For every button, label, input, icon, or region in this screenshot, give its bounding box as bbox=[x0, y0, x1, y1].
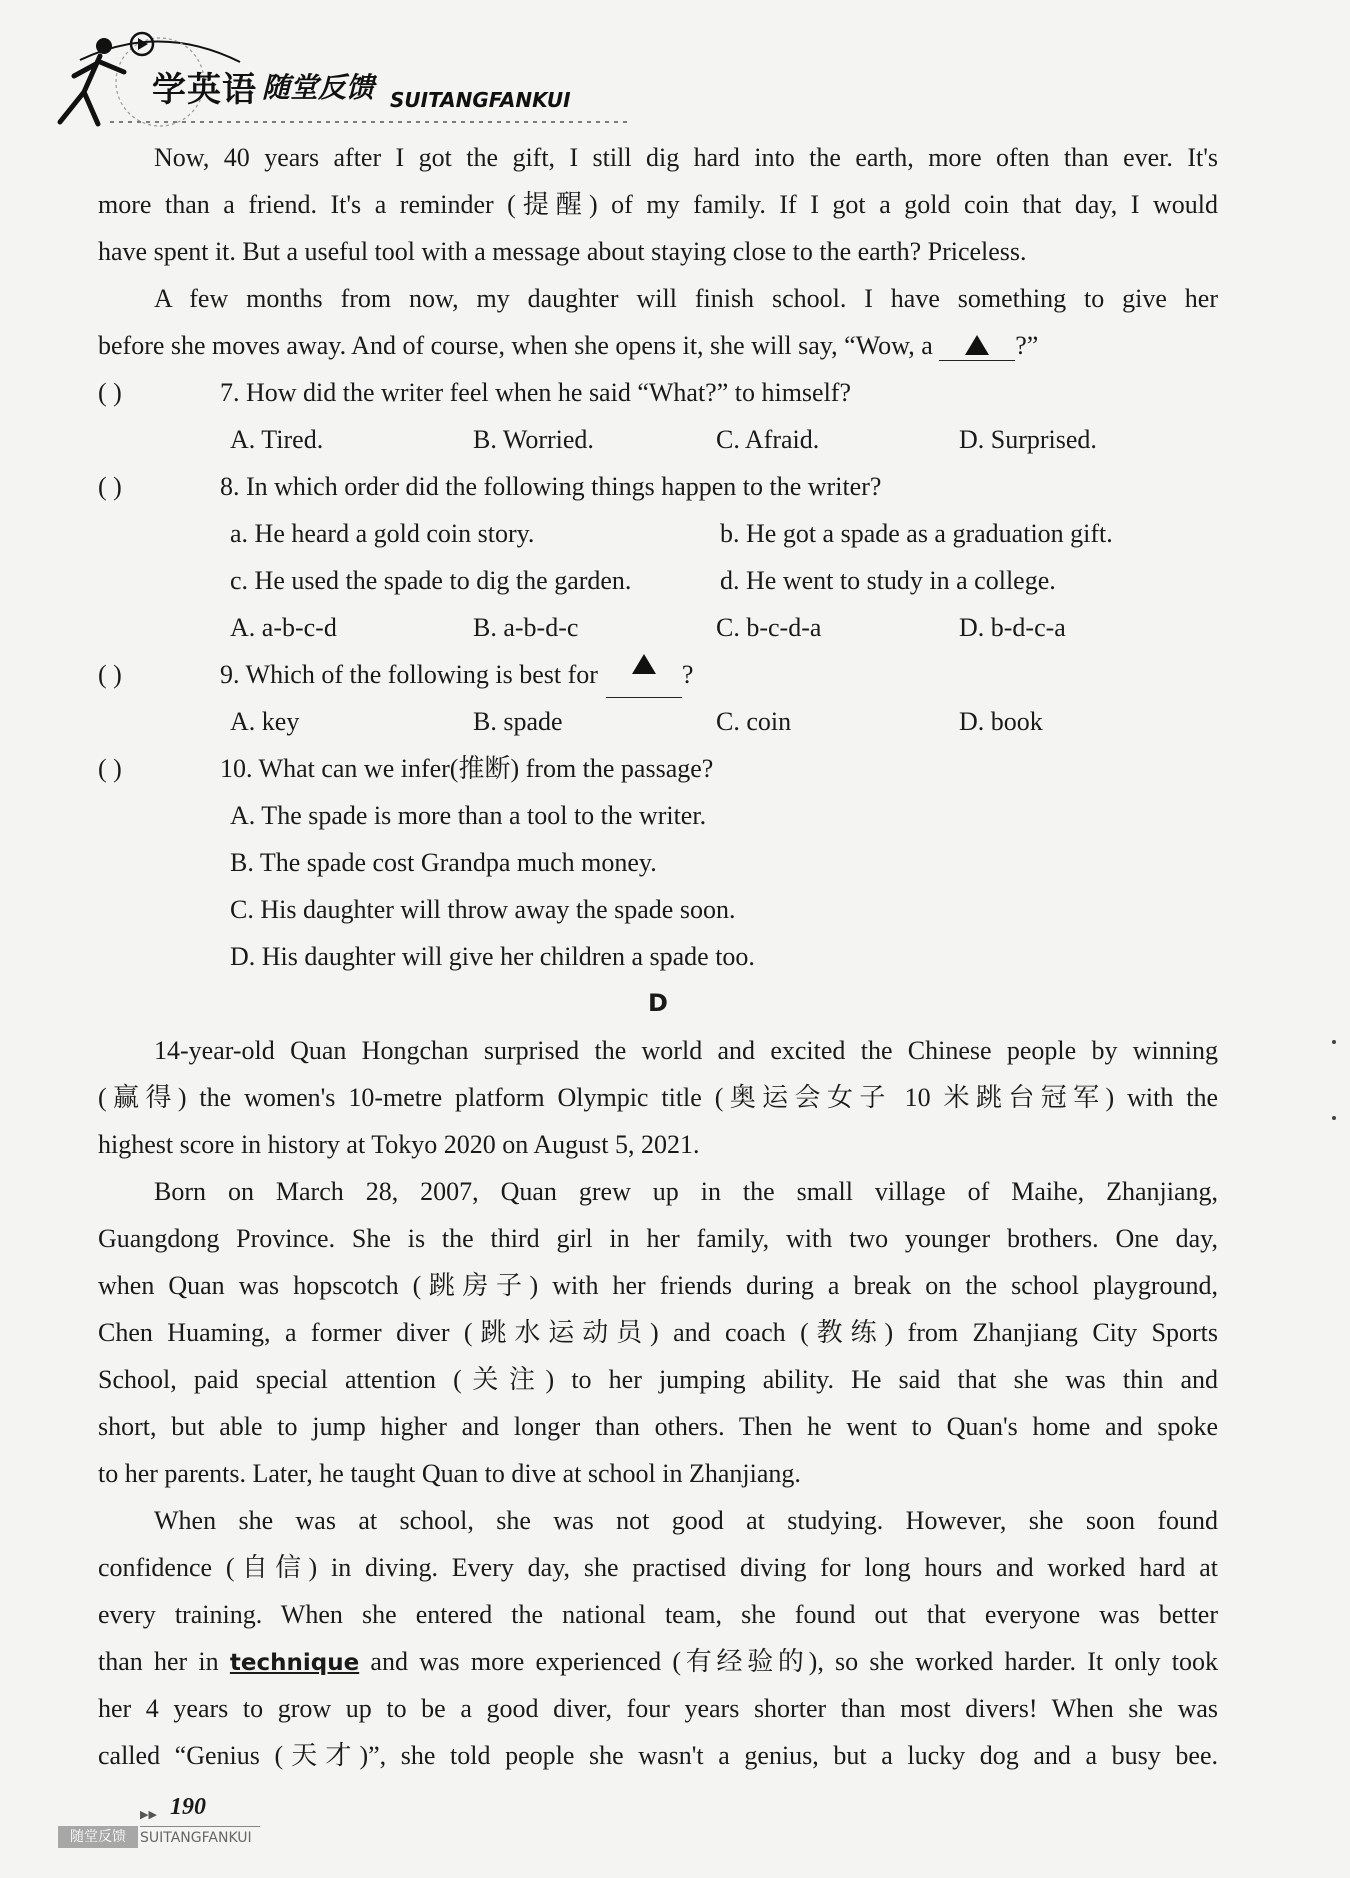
answer-blank bbox=[606, 651, 682, 698]
question-text: 7. How did the writer feel when he said “What?” to himself? bbox=[220, 378, 851, 407]
text-line: School, paid special attention (关注) to her jumping ability. He said that she was thin and bbox=[98, 1365, 1218, 1394]
brand-english: SUITANGFANKUI bbox=[390, 88, 571, 112]
option: A. a-b-c-d bbox=[230, 613, 337, 642]
text-line: when Quan was hopscotch (跳房子) with her friends during a break on the school playground, bbox=[98, 1271, 1218, 1300]
event: a. He heard a gold coin story. bbox=[230, 519, 535, 548]
triangle-icon bbox=[965, 335, 989, 355]
answer-blank bbox=[939, 332, 1015, 361]
text-line-part: ?” bbox=[1015, 331, 1039, 360]
question-text: 10. What can we infer(推断) from the passage? bbox=[220, 754, 714, 783]
brand-subtitle: 随堂反馈 bbox=[262, 71, 375, 104]
text-line bbox=[98, 322, 1218, 369]
text-line-part: than her in bbox=[98, 1647, 219, 1676]
runner-icon bbox=[60, 56, 124, 124]
text-line: have spent it. But a useful tool with a message about staying close to the earth? Priceless. bbox=[98, 237, 1027, 266]
question-8-events bbox=[98, 557, 1218, 604]
question-8-events bbox=[98, 510, 1218, 557]
answer-bracket[interactable]: ( ) bbox=[98, 754, 122, 783]
text-line: Guangdong Province. She is the third girl in her family, with two younger brothers. One day, bbox=[98, 1224, 1218, 1253]
question-9-options bbox=[98, 698, 1218, 745]
question-7-options bbox=[98, 416, 1218, 463]
option: D. His daughter will give her children a spade too. bbox=[230, 942, 755, 971]
option: B. spade bbox=[473, 707, 563, 736]
option: C. coin bbox=[716, 707, 792, 736]
question-8 bbox=[98, 463, 1218, 510]
text-line: A few months from now, my daughter will finish school. I have something to give her bbox=[154, 284, 1218, 313]
option: B. a-b-d-c bbox=[473, 613, 579, 642]
text-line: When she was at school, she was not good at studying. However, she soon found bbox=[154, 1506, 1218, 1535]
option: C. Afraid. bbox=[716, 425, 820, 454]
answer-bracket[interactable]: ( ) bbox=[98, 472, 122, 501]
text-line: called “Genius (天才)”, she told people she wasn't a genius, but a lucky dog and a busy bee. bbox=[98, 1741, 1218, 1770]
text-line: short, but able to jump higher and longer than others. Then he went to Quan's home and spoke bbox=[98, 1412, 1218, 1441]
text-line-part: and was more experienced (有经验的), so she worked harder. It only took bbox=[370, 1647, 1218, 1676]
option: D. Surprised. bbox=[959, 425, 1097, 454]
highlighted-word: technique bbox=[229, 1650, 360, 1676]
page-number: 190 bbox=[170, 1794, 206, 1820]
question-8-options bbox=[98, 604, 1218, 651]
text-line-part: before she moves away. And of course, when she opens it, she will say, “Wow, a bbox=[98, 331, 933, 360]
text-line: her 4 years to grow up to be a good diver, four years shorter than most divers! When she was bbox=[98, 1694, 1218, 1723]
text-line: highest score in history at Tokyo 2020 on August 5, 2021. bbox=[98, 1130, 700, 1159]
event: b. He got a spade as a graduation gift. bbox=[720, 519, 1113, 548]
option: B. Worried. bbox=[473, 425, 594, 454]
text-line: Chen Huaming, a former diver (跳水运动员) and coach (教练) from Zhanjiang City Sports bbox=[98, 1318, 1218, 1347]
page-content bbox=[98, 134, 1218, 1779]
triangle-icon bbox=[632, 654, 656, 674]
event: d. He went to study in a college. bbox=[720, 566, 1056, 595]
text-line: (赢得) the women's 10-metre platform Olympic title (奥运会女子 10 米跳台冠军) with the bbox=[98, 1083, 1218, 1112]
question-text-end: ? bbox=[681, 660, 694, 689]
question-9 bbox=[98, 651, 1218, 698]
runner-head-icon bbox=[96, 38, 112, 54]
text-line: Born on March 28, 2007, Quan grew up in the small village of Maihe, Zhanjiang, bbox=[154, 1177, 1218, 1206]
question-7 bbox=[98, 369, 1218, 416]
footer-label-en: SUITANGFANKUI bbox=[140, 1830, 252, 1846]
option: B. The spade cost Grandpa much money. bbox=[230, 848, 657, 877]
option: D. book bbox=[959, 707, 1043, 736]
text-line: more than a friend. It's a reminder (提醒) of my family. If I got a gold coin that day, I would bbox=[98, 190, 1218, 219]
text-line: confidence (自信) in diving. Every day, she practised diving for long hours and worked hard at bbox=[98, 1553, 1218, 1582]
section-heading: D bbox=[648, 989, 668, 1017]
option: D. b-d-c-a bbox=[959, 613, 1066, 642]
text-line: Now, 40 years after I got the gift, I still dig hard into the earth, more often than ever. It's bbox=[154, 143, 1218, 172]
option: A. The spade is more than a tool to the writer. bbox=[230, 801, 707, 830]
text-line: 14-year-old Quan Hongchan surprised the world and excited the Chinese people by winning bbox=[154, 1036, 1218, 1065]
margin-dot bbox=[1332, 1040, 1336, 1044]
option: A. key bbox=[230, 707, 300, 736]
page-header bbox=[40, 22, 660, 132]
answer-bracket[interactable]: ( ) bbox=[98, 378, 122, 407]
footer-arrows-icon: ▶▶ bbox=[140, 1809, 157, 1821]
footer-label-cn: 随堂反馈 bbox=[58, 1826, 138, 1848]
answer-bracket[interactable]: ( ) bbox=[98, 660, 122, 689]
margin-dot bbox=[1332, 1116, 1336, 1120]
question-text: 8. In which order did the following things happen to the writer? bbox=[220, 472, 882, 501]
option: C. His daughter will throw away the spade soon. bbox=[230, 895, 736, 924]
question-10 bbox=[98, 745, 1218, 792]
text-line: every training. When she entered the national team, she found out that everyone was better bbox=[98, 1600, 1218, 1629]
footer-rule bbox=[140, 1826, 260, 1827]
question-text: 9. Which of the following is best for bbox=[220, 660, 598, 689]
brand-title: 学英语 bbox=[152, 70, 257, 110]
option: C. b-c-d-a bbox=[716, 613, 822, 642]
text-line: to her parents. Later, he taught Quan to dive at school in Zhanjiang. bbox=[98, 1459, 801, 1488]
option: A. Tired. bbox=[230, 425, 324, 454]
event: c. He used the spade to dig the garden. bbox=[230, 566, 632, 595]
text-line bbox=[98, 1638, 1218, 1685]
